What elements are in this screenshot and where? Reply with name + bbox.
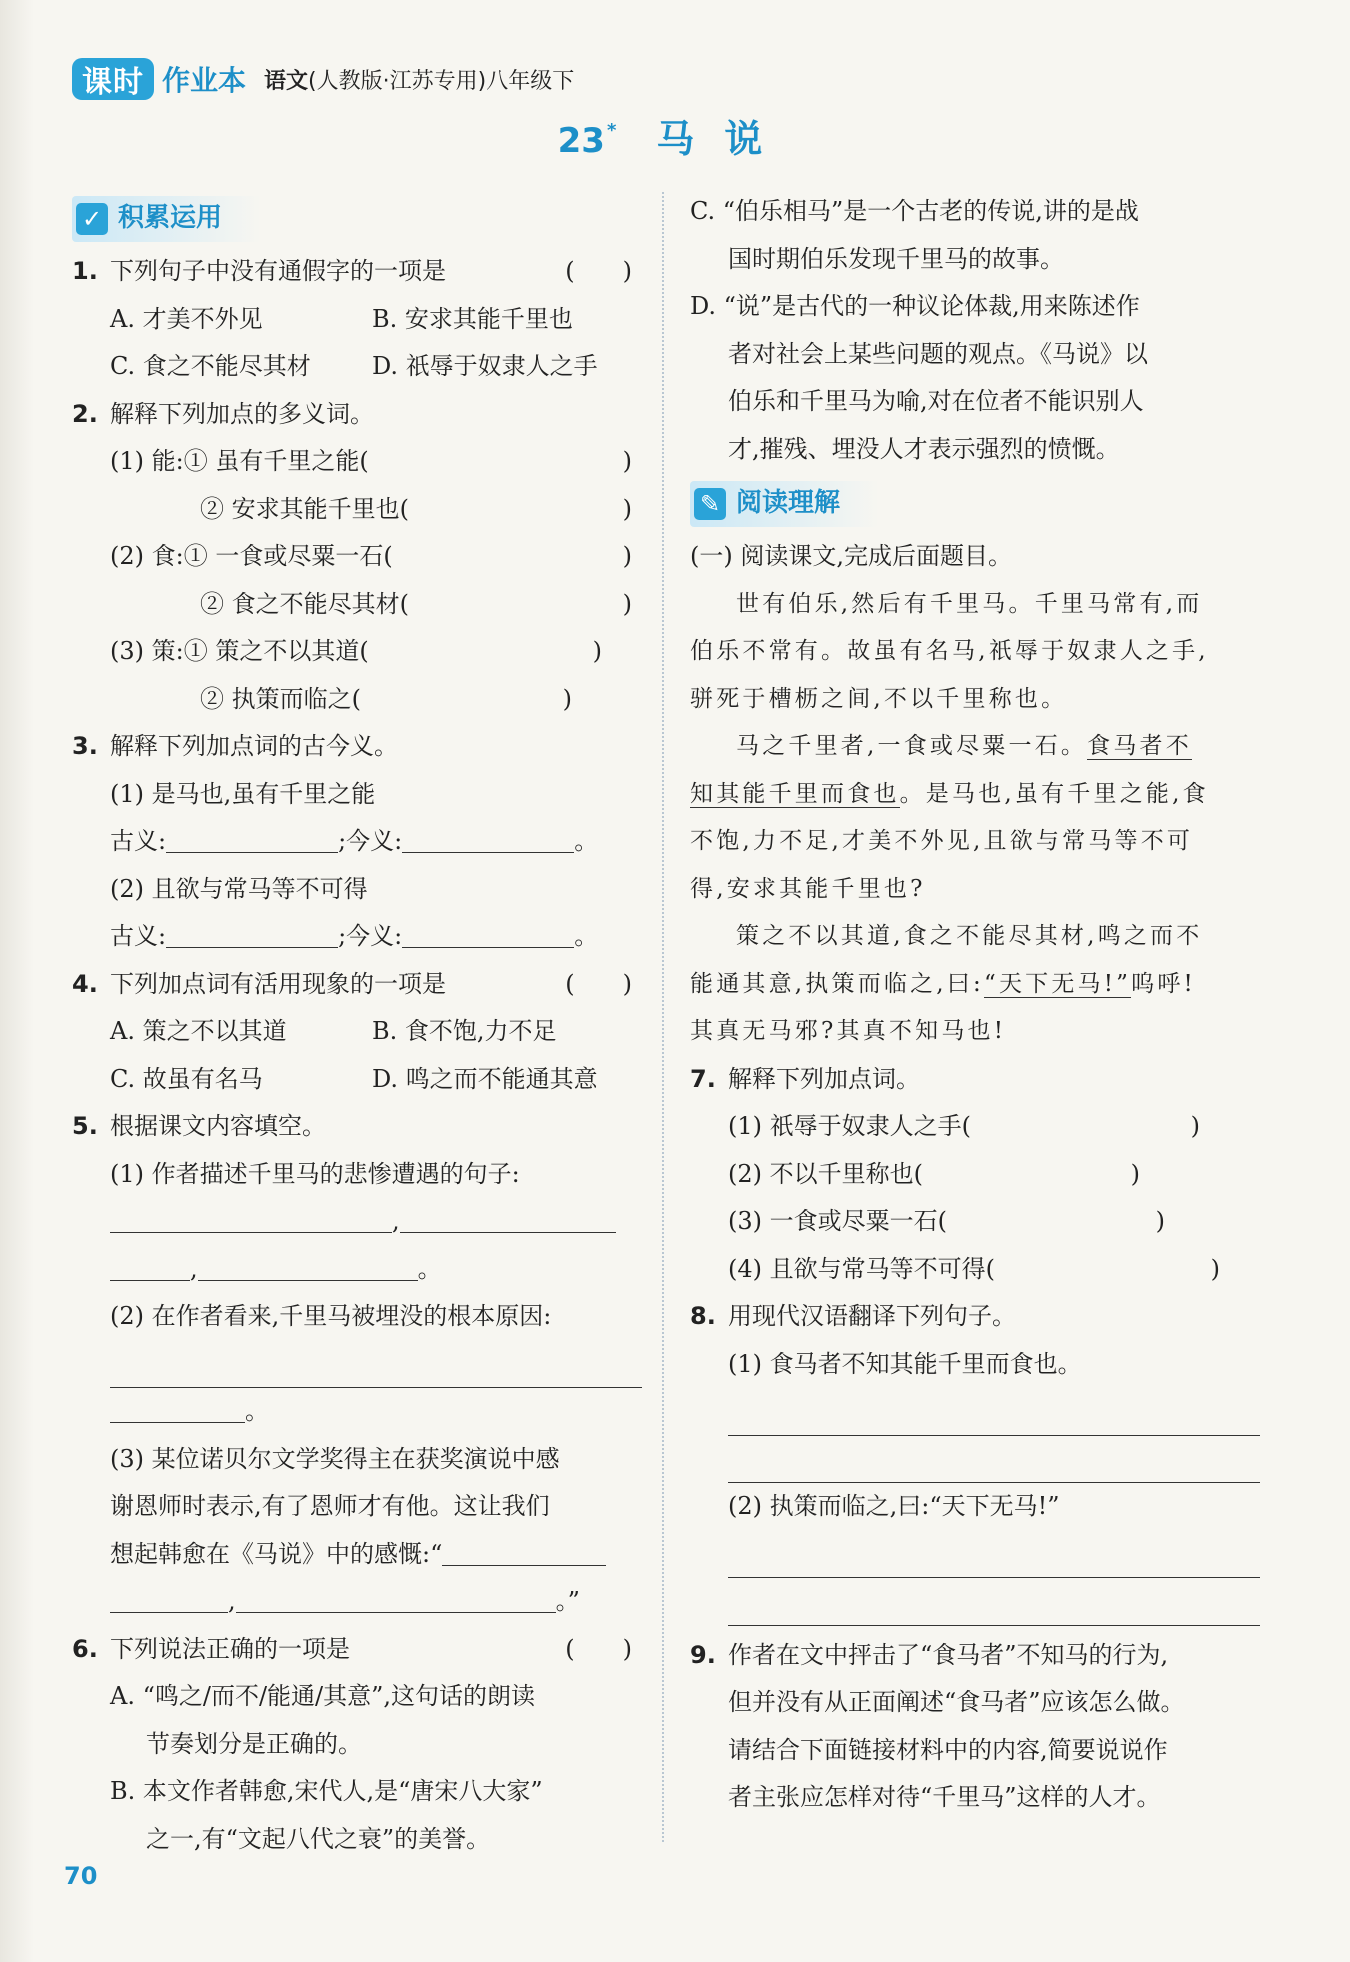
prompt: ② 安求其能千里也( <box>200 494 409 523</box>
left-column <box>72 188 642 1863</box>
prompt: (2) 不以千里称也( <box>728 1159 923 1188</box>
section-accumulate <box>72 196 261 242</box>
prompt: (4) 且欲与常马等不可得( <box>728 1254 995 1283</box>
question-number: 1. <box>72 257 98 285</box>
answer-blank[interactable] <box>110 1392 245 1423</box>
question-number: 7. <box>690 1064 716 1093</box>
question-5 <box>72 1103 642 1151</box>
page-header <box>72 56 574 102</box>
old-meaning-label: 古义: <box>110 827 167 855</box>
prompt: (1) 能:① 虽有千里之能( <box>110 447 369 475</box>
sub-question: (1) 食马者不知其能千里而食也。 <box>728 1349 1082 1378</box>
closing-quote: 。” <box>555 1587 580 1615</box>
answer-blank[interactable] <box>110 1250 190 1281</box>
answer-rule[interactable] <box>728 1578 1260 1626</box>
lesson-mark: * <box>606 120 617 141</box>
period: 。 <box>245 1397 269 1425</box>
answer-line <box>72 1388 642 1436</box>
question-2 <box>72 391 642 439</box>
edition-label: (人教版·江苏专用)八年级下 <box>308 68 575 94</box>
option-d-cont: 才,摧残、埋没人才表示强烈的愤慨。 <box>728 434 1120 463</box>
close-paren: ) <box>1130 1159 1140 1188</box>
passage-line <box>690 961 1260 1009</box>
lesson-number: 23 <box>557 121 605 161</box>
passage-line: 世有伯乐,然后有千里马。千里马常有,而 <box>736 590 1203 617</box>
subject-name: 语文 <box>264 68 309 94</box>
brand-logo: 课时 <box>72 58 154 100</box>
passage-line: 骈死于槽枥之间,不以千里称也。 <box>690 685 1068 712</box>
answer-line <box>72 1246 642 1294</box>
close-paren: ) <box>622 494 632 523</box>
section-label: 积累运用 <box>118 203 223 234</box>
options-row <box>72 1056 642 1104</box>
question-4 <box>72 961 642 1009</box>
answer-blank[interactable] <box>198 1250 418 1281</box>
option-a-cont: 节奏划分是正确的。 <box>146 1729 362 1758</box>
answer-blank[interactable] <box>402 822 574 853</box>
period: 。 <box>574 922 599 950</box>
new-meaning-label: ;今义: <box>338 827 403 855</box>
underlined-text: 知其能千里而食也 <box>690 780 900 807</box>
sub-question: 想起韩愈在《马说》中的感慨:“ <box>110 1539 443 1568</box>
sub-question: (1) 是马也,虽有千里之能 <box>110 779 376 808</box>
option-c[interactable]: C. 食之不能尽其材 <box>110 352 311 380</box>
answer-line[interactable] <box>72 628 642 676</box>
answer-blank[interactable] <box>236 1582 556 1613</box>
answer-blank[interactable] <box>110 1582 228 1613</box>
answer-blank[interactable] <box>442 1535 606 1566</box>
question-stem-cont: 者主张应怎样对待“千里马”这样的人才。 <box>728 1783 1161 1811</box>
answer-line <box>72 818 642 866</box>
option-d[interactable]: D. “说”是古代的一种议论体裁,用来陈述作 <box>690 292 1140 320</box>
close-paren: ) <box>622 589 632 618</box>
page-number: 70 <box>64 1862 98 1890</box>
passage-line: 不饱,力不足,才美不外见,且欲与常马等不可 <box>690 828 1194 854</box>
question-stem: 解释下列加点词。 <box>728 1064 920 1093</box>
period: 。 <box>417 1254 442 1283</box>
answer-line[interactable] <box>72 581 642 629</box>
option-b[interactable]: B. 食不饱,力不足 <box>372 1017 557 1045</box>
question-number: 2. <box>72 399 98 428</box>
answer-line <box>72 1198 642 1246</box>
answer-line <box>72 1531 642 1579</box>
option-c[interactable]: C. 故虽有名马 <box>110 1064 263 1093</box>
question-stem-cont: 请结合下面链接材料中的内容,简要说说作 <box>728 1735 1168 1764</box>
answer-blank[interactable] <box>166 822 338 853</box>
passage-text: 马之千里者,一食或尽粟一石。 <box>736 733 1088 759</box>
question-stem: 解释下列加点词的古今义。 <box>110 732 398 760</box>
option-d-cont: 伯乐和千里马为喻,对在位者不能识别人 <box>728 387 1144 415</box>
question-number: 6. <box>72 1634 98 1663</box>
option-c[interactable]: C. “伯乐相马”是一个古老的传说,讲的是战 <box>690 197 1139 225</box>
reading-intro: (一) 阅读课文,完成后面题目。 <box>690 542 1012 570</box>
question-8 <box>690 1293 1260 1341</box>
question-stem: 下列句子中没有通假字的一项是 <box>110 257 446 285</box>
sub-question: (1) 作者描述千里马的悲惨遭遇的句子: <box>110 1159 520 1188</box>
close-paren: ) <box>562 684 572 713</box>
answer-blank[interactable] <box>110 1202 392 1233</box>
close-paren: ) <box>1190 1112 1200 1140</box>
question-9 <box>690 1632 1260 1680</box>
answer-line[interactable] <box>72 676 642 724</box>
lesson-name: 马说 <box>656 117 793 161</box>
option-a[interactable]: A. 策之不以其道 <box>110 1017 287 1045</box>
passage-line: 其真无马邪?其真不知马也! <box>690 1018 1007 1044</box>
prompt: (1) 祇辱于奴隶人之手( <box>728 1112 971 1140</box>
close-paren: ) <box>622 447 632 475</box>
sub-question: (3) 某位诺贝尔文学奖得主在获奖演说中感 <box>110 1444 560 1473</box>
question-number: 8. <box>690 1302 716 1330</box>
pen-icon: ✎ <box>694 488 726 520</box>
passage-line: 策之不以其道,食之不能尽其材,鸣之而不 <box>736 923 1203 949</box>
new-meaning-label: ;今义: <box>338 922 403 950</box>
question-1 <box>72 248 642 296</box>
answer-line[interactable] <box>72 533 642 581</box>
subject-label <box>264 64 574 95</box>
section-reading <box>690 481 879 527</box>
answer-bracket[interactable]: ( ) <box>565 1634 632 1663</box>
check-icon: ✓ <box>76 203 108 235</box>
question-stem: 下列加点词有活用现象的一项是 <box>110 969 446 998</box>
passage-line <box>690 771 1260 819</box>
underlined-text: 食马者不 <box>1087 733 1192 759</box>
close-paren: ) <box>622 542 632 570</box>
comma: , <box>392 1207 400 1235</box>
question-6 <box>72 1626 642 1674</box>
options-row <box>72 1008 642 1056</box>
options-row <box>72 296 642 344</box>
option-a[interactable]: A. “鸣之/而不/能通/其意”,这句话的朗读 <box>110 1682 536 1710</box>
section-label: 阅读理解 <box>736 488 841 519</box>
option-d[interactable]: D. 鸣之而不能通其意 <box>372 1064 598 1093</box>
answer-rule[interactable] <box>728 1436 1260 1484</box>
answer-line <box>72 1578 642 1626</box>
question-number: 3. <box>72 732 98 760</box>
brand-subtitle: 作业本 <box>162 64 247 97</box>
prompt: (3) 一食或尽粟一石( <box>728 1207 947 1235</box>
answer-line[interactable] <box>72 438 642 486</box>
comma: , <box>190 1254 198 1283</box>
question-stem: 解释下列加点的多义词。 <box>110 399 374 428</box>
answer-blank[interactable] <box>402 917 574 948</box>
question-stem-cont: 但并没有从正面阐述“食马者”应该怎么做。 <box>728 1688 1185 1716</box>
question-number: 9. <box>690 1640 716 1669</box>
reading-passage <box>690 581 1260 1056</box>
answer-line[interactable] <box>690 1103 1260 1151</box>
answer-blank[interactable] <box>400 1202 616 1233</box>
close-paren: ) <box>1155 1207 1165 1235</box>
passage-text: 能通其意,执策而临之,曰: <box>690 970 984 997</box>
sub-question: 谢恩师时表示,有了恩师才有他。这让我们 <box>110 1492 550 1520</box>
answer-line[interactable] <box>690 1246 1260 1294</box>
sub-question: (2) 在作者看来,千里马被埋没的根本原因: <box>110 1302 552 1330</box>
question-stem: 下列说法正确的一项是 <box>110 1634 350 1663</box>
prompt: (2) 食:① 一食或尽粟一石( <box>110 542 393 570</box>
option-c-cont: 国时期伯乐发现千里马的故事。 <box>728 244 1064 273</box>
option-a[interactable]: A. 才美不外见 <box>110 304 263 333</box>
option-b[interactable]: B. 安求其能千里也 <box>372 304 573 333</box>
old-meaning-label: 古义: <box>110 922 167 950</box>
question-7 <box>690 1056 1260 1104</box>
option-d[interactable]: D. 祇辱于奴隶人之手 <box>372 352 598 380</box>
question-stem: 根据课文内容填空。 <box>110 1112 326 1140</box>
question-stem: 用现代汉语翻译下列句子。 <box>728 1302 1016 1330</box>
answer-line <box>72 913 642 961</box>
sub-question: (2) 且欲与常马等不可得 <box>110 874 368 903</box>
question-number: 5. <box>72 1112 98 1140</box>
column-divider <box>662 192 664 1842</box>
passage-text: 。是马也,虽有千里之能,食 <box>899 780 1209 807</box>
question-number: 4. <box>72 969 98 998</box>
sub-question: (2) 执策而临之,曰:“天下无马!” <box>728 1492 1060 1520</box>
question-stem: 作者在文中抨击了“食马者”不知马的行为, <box>728 1640 1169 1669</box>
options-row <box>72 343 642 391</box>
right-column <box>690 188 1260 1822</box>
option-d-cont: 者对社会上某些问题的观点。《马说》以 <box>728 339 1148 368</box>
prompt: ② 食之不能尽其材( <box>200 589 409 618</box>
answer-rule[interactable] <box>728 1388 1260 1436</box>
passage-line: 伯乐不常有。故虽有名马,祇辱于奴隶人之手, <box>690 638 1209 664</box>
passage-line: 得,安求其能千里也? <box>690 875 926 902</box>
comma: , <box>228 1587 236 1615</box>
answer-rule[interactable] <box>728 1531 1260 1579</box>
passage-text: 呜呼! <box>1131 970 1196 997</box>
answer-line[interactable] <box>690 1151 1260 1199</box>
answer-bracket[interactable]: ( ) <box>565 257 632 285</box>
passage-line <box>690 723 1260 771</box>
option-b[interactable]: B. 本文作者韩愈,宋代人,是“唐宋八大家” <box>110 1777 543 1805</box>
lesson-title <box>0 108 1350 163</box>
prompt: (3) 策:① 策之不以其道( <box>110 637 369 665</box>
answer-line[interactable] <box>690 1198 1260 1246</box>
close-paren: ) <box>1210 1254 1220 1283</box>
answer-bracket[interactable]: ( ) <box>565 969 632 998</box>
prompt: ② 执策而临之( <box>200 684 361 713</box>
answer-line[interactable] <box>72 486 642 534</box>
underlined-text: “天下无马!” <box>983 970 1132 997</box>
period: 。 <box>574 827 599 855</box>
question-3 <box>72 723 642 771</box>
answer-rule[interactable] <box>110 1341 642 1389</box>
answer-blank[interactable] <box>166 917 338 948</box>
option-b-cont: 之一,有“文起八代之衰”的美誉。 <box>146 1824 491 1853</box>
close-paren: ) <box>592 637 602 665</box>
